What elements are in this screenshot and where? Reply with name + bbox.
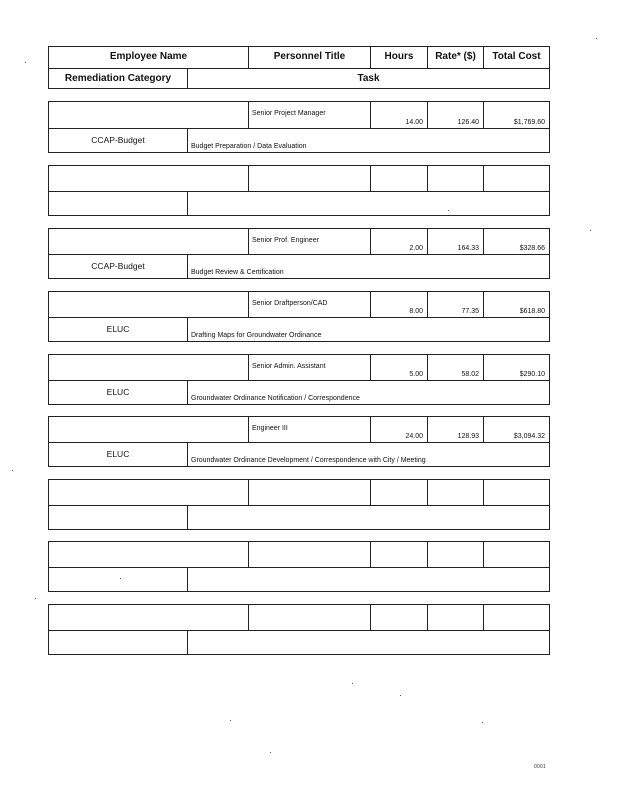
task-description: Groundwater Ordinance Notification / Correspondence <box>191 395 360 402</box>
total-cost-cell <box>483 417 549 442</box>
rate-value: 126.40 <box>457 119 479 126</box>
entry-block <box>48 165 550 216</box>
category-cell <box>49 443 187 466</box>
entry-block <box>48 479 550 530</box>
personnel-title-cell <box>248 480 370 505</box>
remediation-category: ELUC <box>106 449 130 459</box>
entry-block <box>48 416 550 467</box>
hours-value: 14.00 <box>405 119 423 126</box>
rate-cell <box>427 292 483 317</box>
personnel-title-cell <box>248 542 370 567</box>
hours-header: Hours <box>370 47 427 68</box>
hours-value: 8.00 <box>409 308 423 315</box>
employee-name-cell <box>49 480 248 505</box>
task-cell <box>187 192 549 215</box>
total-cost-cell <box>483 166 549 191</box>
rate-cell <box>427 355 483 380</box>
entry-block <box>48 228 550 279</box>
task-cell <box>187 129 549 152</box>
rate-value: 58.02 <box>461 371 479 378</box>
category-cell <box>49 129 187 152</box>
total-cost-cell <box>483 605 549 630</box>
total-cost-value: $290.10 <box>519 371 545 378</box>
task-cell <box>187 568 549 591</box>
category-cell <box>49 318 187 341</box>
hours-cell <box>370 542 427 567</box>
task-description: Drafting Maps for Groundwater Ordinance <box>191 332 322 339</box>
personnel-title-cell <box>248 102 370 128</box>
scan-speck <box>25 62 26 63</box>
scan-speck <box>120 578 121 579</box>
total-cost-cell <box>483 102 549 128</box>
personnel-title: Senior Project Manager <box>252 110 326 117</box>
remediation-category: CCAP-Budget <box>91 135 145 145</box>
task-cell <box>187 443 549 466</box>
personnel-title-cell <box>248 417 370 442</box>
category-cell <box>49 255 187 278</box>
scan-speck <box>230 720 231 721</box>
scan-speck <box>270 752 271 753</box>
personnel-title-cell <box>248 605 370 630</box>
hours-cell <box>370 166 427 191</box>
total-cost-cell <box>483 229 549 254</box>
remediation-category: ELUC <box>106 387 130 397</box>
total-cost-value: $328.66 <box>519 245 545 252</box>
personnel-title-cell <box>248 292 370 317</box>
rate-cell <box>427 605 483 630</box>
scan-speck <box>352 683 353 684</box>
task-cell <box>187 381 549 404</box>
total-cost-header: Total Cost <box>483 47 549 68</box>
task-cell <box>187 631 549 654</box>
remediation-category-header: Remediation Category <box>64 73 172 84</box>
total-cost-cell <box>483 292 549 317</box>
category-cell <box>49 568 187 591</box>
hours-cell <box>370 605 427 630</box>
personnel-title-cell <box>248 355 370 380</box>
category-cell <box>49 631 187 654</box>
entry-block <box>48 541 550 592</box>
remediation-category: ELUC <box>106 324 130 334</box>
entry-block <box>48 291 550 342</box>
task-description: Budget Preparation / Data Evaluation <box>191 143 307 150</box>
total-cost-value: $1,769.60 <box>513 119 545 126</box>
rate-cell <box>427 480 483 505</box>
rate-value: 128.93 <box>457 433 479 440</box>
personnel-title-header: Personnel Title <box>248 47 370 68</box>
total-cost-cell <box>483 480 549 505</box>
employee-name-cell <box>49 605 248 630</box>
task-description: Groundwater Ordinance Development / Correspondence with City / Meeting <box>191 457 426 464</box>
employee-name-header: Employee Name <box>109 51 188 62</box>
rate-value: 77.35 <box>461 308 479 315</box>
scan-speck <box>482 722 483 723</box>
scan-speck <box>12 470 13 471</box>
scan-speck <box>400 695 401 696</box>
hours-cell <box>370 102 427 128</box>
employee-name-cell <box>49 292 248 317</box>
personnel-title-cell <box>248 166 370 191</box>
personnel-title: Senior Prof. Engineer <box>252 237 319 244</box>
task-header: Task <box>187 69 549 88</box>
remediation-category: CCAP-Budget <box>91 261 145 271</box>
employee-name-cell <box>49 542 248 567</box>
personnel-title: Senior Admin. Assistant <box>252 363 326 370</box>
total-cost-value: $618.80 <box>519 308 545 315</box>
rate-cell <box>427 417 483 442</box>
hours-value: 5.00 <box>409 371 423 378</box>
hours-value: 2.00 <box>409 245 423 252</box>
personnel-title-cell <box>248 229 370 254</box>
task-cell <box>187 255 549 278</box>
table-header <box>48 46 550 89</box>
rate-value: 164.33 <box>457 245 479 252</box>
category-cell <box>49 381 187 404</box>
hours-value: 24.00 <box>405 433 423 440</box>
task-description: Budget Review & Certification <box>191 269 284 276</box>
total-cost-value: $3,094.32 <box>513 433 545 440</box>
entry-block <box>48 101 550 153</box>
hours-cell <box>370 355 427 380</box>
total-cost-cell <box>483 355 549 380</box>
entry-block <box>48 354 550 405</box>
task-cell <box>187 318 549 341</box>
hours-cell <box>370 292 427 317</box>
hours-cell <box>370 229 427 254</box>
personnel-title: Engineer III <box>252 425 288 432</box>
total-cost-cell <box>483 542 549 567</box>
bates-number: 0001 <box>534 764 546 770</box>
rate-cell <box>427 229 483 254</box>
employee-name-cell <box>49 229 248 254</box>
hours-cell <box>370 417 427 442</box>
personnel-title: Senior Draftperson/CAD <box>252 300 328 307</box>
category-cell <box>49 192 187 215</box>
category-cell <box>49 506 187 529</box>
rate-header: Rate* ($) <box>427 47 483 68</box>
scan-speck <box>448 210 449 211</box>
scan-speck <box>35 598 36 599</box>
scan-speck <box>590 230 591 231</box>
employee-name-cell <box>49 355 248 380</box>
scan-speck <box>596 38 597 39</box>
rate-cell <box>427 102 483 128</box>
hours-cell <box>370 480 427 505</box>
employee-name-cell <box>49 166 248 191</box>
entry-block <box>48 604 550 655</box>
employee-name-cell <box>49 102 248 128</box>
task-cell <box>187 506 549 529</box>
rate-cell <box>427 542 483 567</box>
employee-name-cell <box>49 417 248 442</box>
rate-cell <box>427 166 483 191</box>
